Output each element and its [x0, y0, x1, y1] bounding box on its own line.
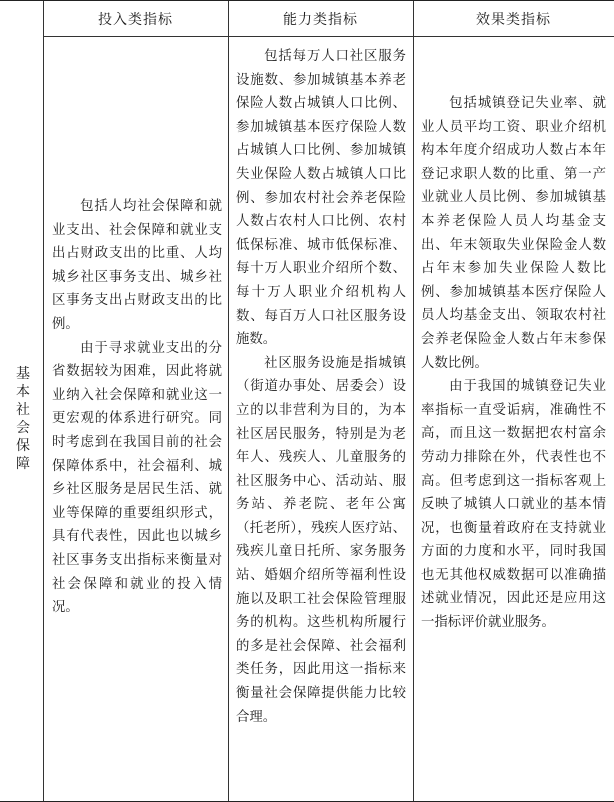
- capacity-indicators-rationale: 社区服务设施是指城镇（街道办事处、居委会）设立的以非营利为目的，为本社区居民服务，特别是为老年人、残疾人、儿童服务的社区服务中心、活动站、服务站、养老院、老年公寓（托老所），残疾人医疗站、残疾儿童日托所、家务服务站、婚姻介绍所等福利性设施以及职工社会保险管理服务的机构。这些机构所履行的多是社会保障、社会福利类任务，因此用这一指标来衡量社会保障提供能力比较合理。: [236, 355, 406, 725]
- effect-indicators-rationale: 由于我国的城镇登记失业率指标一直受诟病，准确性不高，而且这一数据把农村富余劳动力排除在外，代表性也不高。但考虑到这一指标客观上反映了城镇人口就业的基本情况，也衡量着政府在支持就业方面的力度和水平，同时我国也无其他权威数据可以准确描述就业情况，因此还是应用这一指标评价就业服务。: [421, 379, 606, 631]
- capacity-indicators-cell: [236, 45, 406, 729]
- effect-indicators-cell: [421, 92, 606, 635]
- capacity-indicators-definition: 包括每万人口社区服务设施数、参加城镇基本养老保险人数占城镇人口比例、参加城镇基本医疗保险人数占城镇人口比例、参加城镇失业保险人数占城镇人口比例、参加农村社会养老保险人数占农村人口比例、农村低保标准、城市低保标准、每十万人职业介绍所个数、每十万人职业介绍机构人数、每百万人口社区服务设施数。: [236, 49, 406, 348]
- header-input-indicators: 投入类指标: [98, 11, 173, 28]
- column-divider: [228, 1, 229, 801]
- column-divider: [43, 1, 44, 801]
- input-indicators-rationale: 由于寻求就业支出的分省数据较为困难，因此将就业纳入社会保障和就业这一更宏观的体系进行研究。同时考虑到在我国目前的社会保障体系中，社会福利、城乡社区服务是居民生活、就业等保障的重要组织形式，具有代表性，因此也以城乡社区事务支出指标来衡量对社会保障和就业的投入情况。: [52, 340, 222, 616]
- header-divider: [43, 36, 614, 37]
- effect-indicators-definition: 包括城镇登记失业率、就业人员平均工资、职业介绍机构本年度介绍成功人数占本年登记求职人数的比重、第一产业就业人员比例、参加城镇基本养老保险人员人均基金支出、年末领取失业保险金人数占年末参加失业保险人数比例、参加城镇基本医疗保险人员人均基金支出、领取农村社会养老保险金人数占年末参保人数比例。: [421, 96, 606, 371]
- header-capacity-indicators: 能力类指标: [283, 11, 358, 28]
- input-indicators-definition: 包括人均社会保障和就业支出、社会保障和就业支出占财政支出的比重、人均城乡社区事务支出、城乡社区事务支出占财政支出的比例。: [52, 199, 222, 332]
- row-label-basic-social-security: 基本社会保障: [16, 366, 30, 472]
- column-divider: [413, 1, 414, 801]
- input-indicators-cell: [52, 195, 222, 620]
- header-effect-indicators: 效果类指标: [476, 11, 551, 28]
